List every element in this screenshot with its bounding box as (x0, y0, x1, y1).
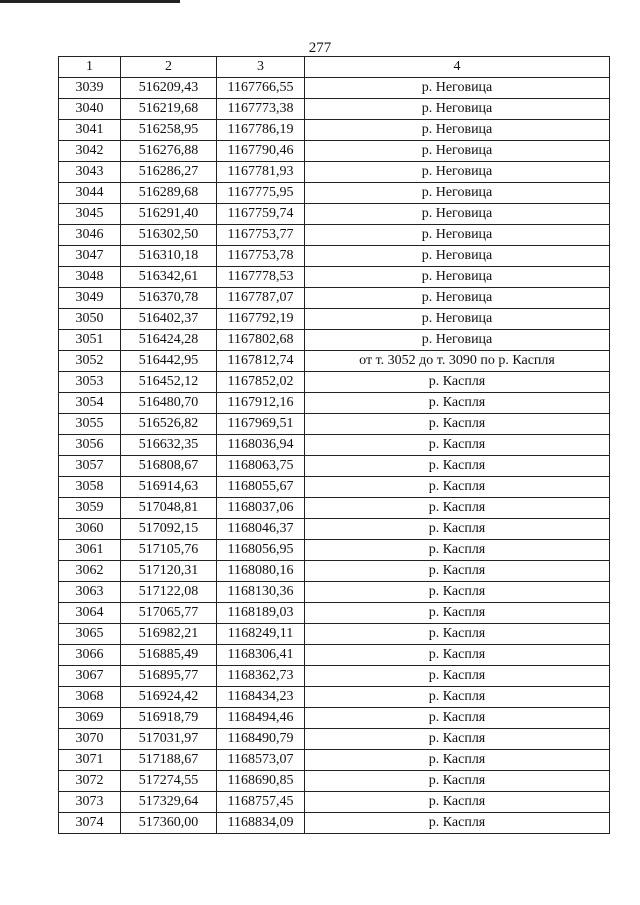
y-coordinate-cell: 1168434,23 (217, 687, 305, 708)
y-coordinate-cell: 1167766,55 (217, 78, 305, 99)
table-row (59, 624, 610, 645)
x-coordinate-cell: 517360,00 (121, 813, 217, 834)
point-number-cell: 3048 (59, 267, 121, 288)
point-number-cell: 3059 (59, 498, 121, 519)
description-cell: от т. 3052 до т. 3090 по р. Каспля (305, 351, 610, 372)
table-row (59, 519, 610, 540)
x-coordinate-cell: 516342,61 (121, 267, 217, 288)
x-coordinate-cell: 516808,67 (121, 456, 217, 477)
point-number-cell: 3066 (59, 645, 121, 666)
table-row (59, 582, 610, 603)
description-cell: р. Неговица (305, 162, 610, 183)
description-cell: р. Каспля (305, 771, 610, 792)
point-number-cell: 3073 (59, 792, 121, 813)
y-coordinate-cell: 1168037,06 (217, 498, 305, 519)
coordinates-table (58, 56, 610, 834)
description-cell: р. Каспля (305, 624, 610, 645)
y-coordinate-cell: 1167912,16 (217, 393, 305, 414)
y-coordinate-cell: 1168130,36 (217, 582, 305, 603)
y-coordinate-cell: 1168306,41 (217, 645, 305, 666)
point-number-cell: 3041 (59, 120, 121, 141)
x-coordinate-cell: 516291,40 (121, 204, 217, 225)
y-coordinate-cell: 1167969,51 (217, 414, 305, 435)
description-cell: р. Неговица (305, 309, 610, 330)
y-coordinate-cell: 1167753,77 (217, 225, 305, 246)
table-row (59, 729, 610, 750)
x-coordinate-cell: 516424,28 (121, 330, 217, 351)
description-cell: р. Каспля (305, 456, 610, 477)
point-number-cell: 3046 (59, 225, 121, 246)
table-row (59, 414, 610, 435)
point-number-cell: 3064 (59, 603, 121, 624)
y-coordinate-cell: 1168055,67 (217, 477, 305, 498)
x-coordinate-cell: 516452,12 (121, 372, 217, 393)
y-coordinate-cell: 1167792,19 (217, 309, 305, 330)
table-row (59, 288, 610, 309)
table-row (59, 225, 610, 246)
table-row (59, 330, 610, 351)
x-coordinate-cell: 516310,18 (121, 246, 217, 267)
description-cell: р. Неговица (305, 78, 610, 99)
description-cell: р. Каспля (305, 603, 610, 624)
description-cell: р. Каспля (305, 813, 610, 834)
table-row (59, 666, 610, 687)
point-number-cell: 3072 (59, 771, 121, 792)
page-number: 277 (308, 40, 332, 56)
x-coordinate-cell: 516258,95 (121, 120, 217, 141)
x-coordinate-cell: 517122,08 (121, 582, 217, 603)
table-row (59, 141, 610, 162)
point-number-cell: 3056 (59, 435, 121, 456)
point-number-cell: 3055 (59, 414, 121, 435)
table-row (59, 162, 610, 183)
y-coordinate-cell: 1168494,46 (217, 708, 305, 729)
x-coordinate-cell: 517329,64 (121, 792, 217, 813)
table-row (59, 183, 610, 204)
description-cell: р. Каспля (305, 582, 610, 603)
y-coordinate-cell: 1167802,68 (217, 330, 305, 351)
y-coordinate-cell: 1167786,19 (217, 120, 305, 141)
description-cell: р. Каспля (305, 750, 610, 771)
y-coordinate-cell: 1167778,53 (217, 267, 305, 288)
description-cell: р. Неговица (305, 99, 610, 120)
table-row (59, 645, 610, 666)
y-coordinate-cell: 1167852,02 (217, 372, 305, 393)
point-number-cell: 3044 (59, 183, 121, 204)
point-number-cell: 3058 (59, 477, 121, 498)
table-row (59, 708, 610, 729)
point-number-cell: 3061 (59, 540, 121, 561)
table-row (59, 120, 610, 141)
y-coordinate-cell: 1167812,74 (217, 351, 305, 372)
description-cell: р. Неговица (305, 330, 610, 351)
scan-top-edge (0, 0, 180, 3)
table-row (59, 351, 610, 372)
point-number-cell: 3047 (59, 246, 121, 267)
y-coordinate-cell: 1168757,45 (217, 792, 305, 813)
point-number-cell: 3045 (59, 204, 121, 225)
point-number-cell: 3054 (59, 393, 121, 414)
column-header-y: 3 (217, 57, 305, 78)
point-number-cell: 3053 (59, 372, 121, 393)
table-row (59, 78, 610, 99)
point-number-cell: 3040 (59, 99, 121, 120)
point-number-cell: 3067 (59, 666, 121, 687)
table-row (59, 393, 610, 414)
point-number-cell: 3063 (59, 582, 121, 603)
x-coordinate-cell: 516209,43 (121, 78, 217, 99)
y-coordinate-cell: 1168036,94 (217, 435, 305, 456)
y-coordinate-cell: 1168063,75 (217, 456, 305, 477)
x-coordinate-cell: 517031,97 (121, 729, 217, 750)
y-coordinate-cell: 1167781,93 (217, 162, 305, 183)
y-coordinate-cell: 1168046,37 (217, 519, 305, 540)
description-cell: р. Каспля (305, 708, 610, 729)
description-cell: р. Каспля (305, 561, 610, 582)
point-number-cell: 3070 (59, 729, 121, 750)
point-number-cell: 3042 (59, 141, 121, 162)
x-coordinate-cell: 516370,78 (121, 288, 217, 309)
x-coordinate-cell: 517092,15 (121, 519, 217, 540)
table-row (59, 456, 610, 477)
column-header-point: 1 (59, 57, 121, 78)
point-number-cell: 3060 (59, 519, 121, 540)
table-row (59, 435, 610, 456)
table-row (59, 750, 610, 771)
point-number-cell: 3043 (59, 162, 121, 183)
x-coordinate-cell: 517048,81 (121, 498, 217, 519)
description-cell: р. Неговица (305, 288, 610, 309)
y-coordinate-cell: 1168834,09 (217, 813, 305, 834)
table-row (59, 309, 610, 330)
point-number-cell: 3068 (59, 687, 121, 708)
x-coordinate-cell: 516286,27 (121, 162, 217, 183)
x-coordinate-cell: 516632,35 (121, 435, 217, 456)
description-cell: р. Каспля (305, 729, 610, 750)
table-row (59, 540, 610, 561)
description-cell: р. Неговица (305, 183, 610, 204)
x-coordinate-cell: 516402,37 (121, 309, 217, 330)
column-header-description: 4 (305, 57, 610, 78)
table-row (59, 498, 610, 519)
point-number-cell: 3062 (59, 561, 121, 582)
point-number-cell: 3069 (59, 708, 121, 729)
x-coordinate-cell: 517105,76 (121, 540, 217, 561)
description-cell: р. Каспля (305, 519, 610, 540)
y-coordinate-cell: 1168490,79 (217, 729, 305, 750)
description-cell: р. Неговица (305, 225, 610, 246)
x-coordinate-cell: 516442,95 (121, 351, 217, 372)
y-coordinate-cell: 1168362,73 (217, 666, 305, 687)
x-coordinate-cell: 516895,77 (121, 666, 217, 687)
y-coordinate-cell: 1168573,07 (217, 750, 305, 771)
y-coordinate-cell: 1167787,07 (217, 288, 305, 309)
description-cell: р. Неговица (305, 246, 610, 267)
x-coordinate-cell: 516302,50 (121, 225, 217, 246)
x-coordinate-cell: 516914,63 (121, 477, 217, 498)
point-number-cell: 3052 (59, 351, 121, 372)
table-row (59, 477, 610, 498)
y-coordinate-cell: 1167759,74 (217, 204, 305, 225)
table-row (59, 204, 610, 225)
x-coordinate-cell: 516480,70 (121, 393, 217, 414)
table-row (59, 813, 610, 834)
description-cell: р. Каспля (305, 393, 610, 414)
y-coordinate-cell: 1168189,03 (217, 603, 305, 624)
table-row (59, 372, 610, 393)
description-cell: р. Каспля (305, 666, 610, 687)
point-number-cell: 3057 (59, 456, 121, 477)
description-cell: р. Каспля (305, 477, 610, 498)
y-coordinate-cell: 1167773,38 (217, 99, 305, 120)
x-coordinate-cell: 516219,68 (121, 99, 217, 120)
table-row (59, 771, 610, 792)
x-coordinate-cell: 516924,42 (121, 687, 217, 708)
table-row (59, 561, 610, 582)
point-number-cell: 3071 (59, 750, 121, 771)
x-coordinate-cell: 517274,55 (121, 771, 217, 792)
point-number-cell: 3050 (59, 309, 121, 330)
x-coordinate-cell: 516885,49 (121, 645, 217, 666)
description-cell: р. Неговица (305, 120, 610, 141)
point-number-cell: 3065 (59, 624, 121, 645)
point-number-cell: 3074 (59, 813, 121, 834)
y-coordinate-cell: 1168249,11 (217, 624, 305, 645)
description-cell: р. Каспля (305, 435, 610, 456)
description-cell: р. Каспля (305, 792, 610, 813)
description-cell: р. Каспля (305, 372, 610, 393)
table-row (59, 792, 610, 813)
table-header-row (59, 57, 610, 78)
x-coordinate-cell: 516276,88 (121, 141, 217, 162)
description-cell: р. Неговица (305, 141, 610, 162)
table-row (59, 267, 610, 288)
x-coordinate-cell: 516982,21 (121, 624, 217, 645)
description-cell: р. Каспля (305, 540, 610, 561)
table-row (59, 603, 610, 624)
table-row (59, 99, 610, 120)
point-number-cell: 3049 (59, 288, 121, 309)
description-cell: р. Каспля (305, 687, 610, 708)
point-number-cell: 3051 (59, 330, 121, 351)
y-coordinate-cell: 1167753,78 (217, 246, 305, 267)
x-coordinate-cell: 517188,67 (121, 750, 217, 771)
description-cell: р. Неговица (305, 267, 610, 288)
y-coordinate-cell: 1168690,85 (217, 771, 305, 792)
point-number-cell: 3039 (59, 78, 121, 99)
x-coordinate-cell: 516526,82 (121, 414, 217, 435)
description-cell: р. Неговица (305, 204, 610, 225)
x-coordinate-cell: 517065,77 (121, 603, 217, 624)
description-cell: р. Каспля (305, 498, 610, 519)
column-header-x: 2 (121, 57, 217, 78)
description-cell: р. Каспля (305, 414, 610, 435)
description-cell: р. Каспля (305, 645, 610, 666)
x-coordinate-cell: 517120,31 (121, 561, 217, 582)
table-row (59, 246, 610, 267)
x-coordinate-cell: 516289,68 (121, 183, 217, 204)
y-coordinate-cell: 1167775,95 (217, 183, 305, 204)
y-coordinate-cell: 1167790,46 (217, 141, 305, 162)
table-row (59, 687, 610, 708)
table-body (59, 78, 610, 834)
y-coordinate-cell: 1168056,95 (217, 540, 305, 561)
x-coordinate-cell: 516918,79 (121, 708, 217, 729)
y-coordinate-cell: 1168080,16 (217, 561, 305, 582)
